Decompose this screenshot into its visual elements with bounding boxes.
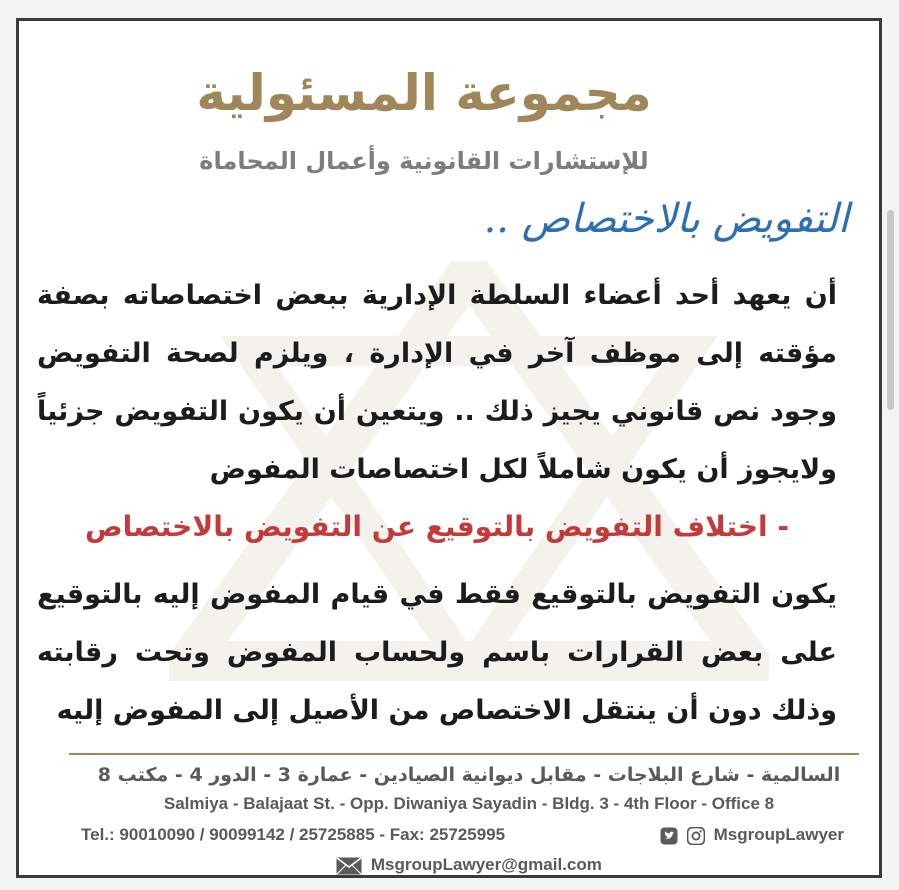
phone-numbers: Tel.: 90010090 / 90099142 / 25725885 - Fax: 25725995 bbox=[81, 825, 506, 844]
instagram-icon bbox=[687, 827, 705, 845]
definition-paragraph: أن يعهد أحد أعضاء السلطة الإدارية ببعض اختصاصاته بصفة مؤقته إلى موظف آخر في الإدارة ، ويلزم لصحة التفويض وجود نص قانوني يجيز ذلك .. ويتعين أن يكون التفويض جزئياً ولايجوز أن يكون شاملاً لكل اختصاصات المفوض bbox=[37, 280, 837, 485]
topic-title: التفويض بالاختصاص .. bbox=[483, 196, 849, 242]
scrollbar[interactable] bbox=[887, 210, 894, 410]
document-frame bbox=[16, 18, 882, 878]
address-english: Salmiya - Balajaat St. - Opp. Diwaniya Sayadin - Bldg. 3 - 4th Floor - Office 8 bbox=[163, 794, 775, 813]
social-handle-row[interactable] bbox=[660, 821, 844, 849]
difference-paragraph: يكون التفويض بالتوقيع فقط في قيام المفوض إليه بالتوقيع على بعض القرارات باسم ولحساب المفوض وتحت رقابته وذلك دون أن ينتقل الاختصاص من الأصيل إلى المفوض إليه bbox=[37, 579, 837, 726]
social-handle: MsgroupLawyer bbox=[713, 825, 844, 844]
firm-name: مجموعة المسئولية bbox=[196, 64, 652, 122]
envelope-icon bbox=[336, 857, 362, 875]
address-arabic: السالمية - شارع البلاجات - مقابل ديوانية الصيادين - عمارة 3 - الدور 4 - مكتب 8 bbox=[97, 764, 841, 786]
email-address: MsgroupLawyer@gmail.com bbox=[370, 855, 602, 874]
section-subheading: - اختلاف التفويض بالتوقيع عن التفويض بالاختصاص bbox=[84, 510, 790, 543]
firm-tagline: للإستشارات القانونية وأعمال المحاماة bbox=[199, 147, 649, 175]
footer-divider bbox=[69, 753, 859, 755]
email-row[interactable] bbox=[79, 851, 859, 879]
twitter-icon bbox=[660, 827, 678, 845]
